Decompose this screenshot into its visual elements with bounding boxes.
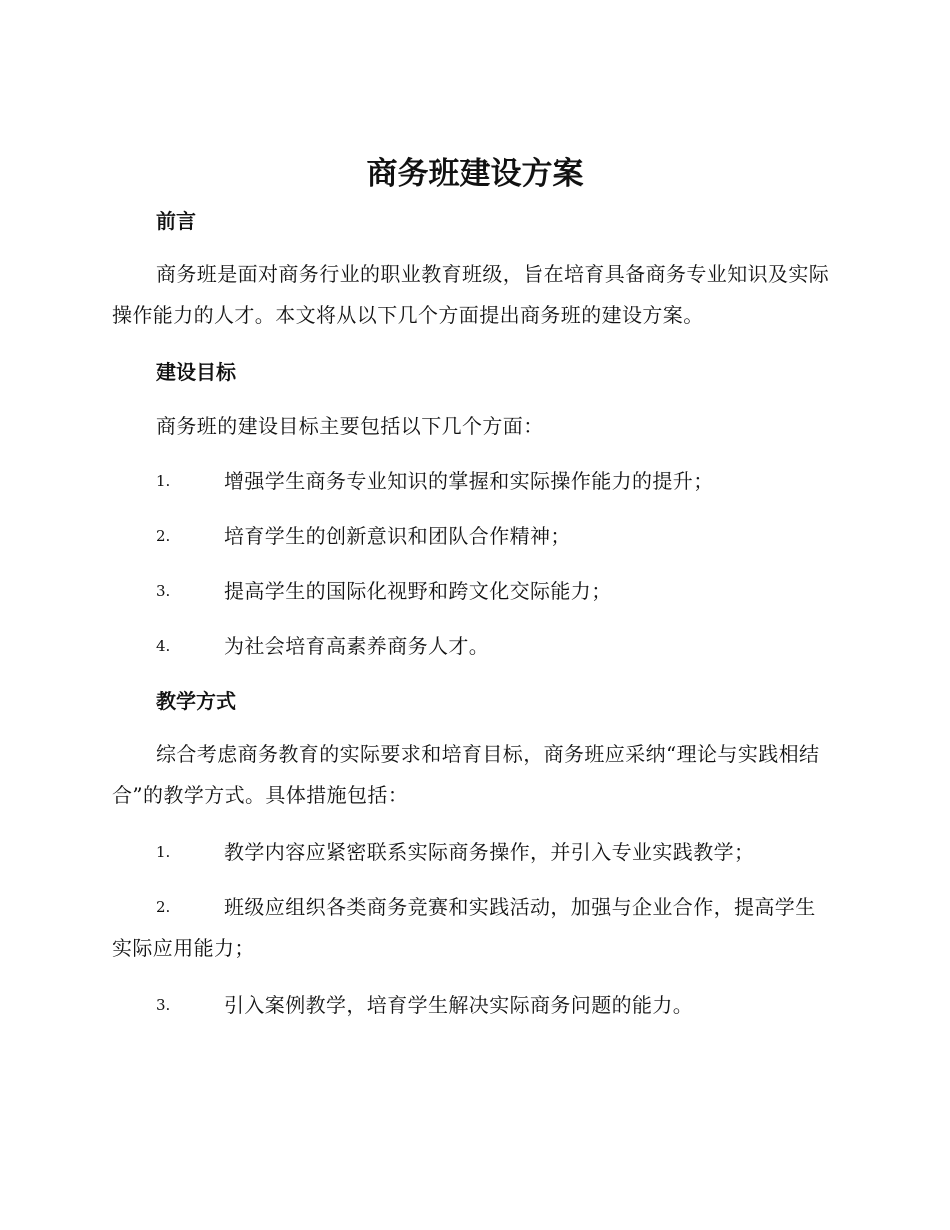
list-item-number: 2. <box>156 527 171 545</box>
teaching-list-item <box>112 985 832 1026</box>
teaching-paragraph: 综合考虑商务教育的实际要求和培育目标，商务班应采纳“理论与实践相结合”的教学方式。具体措施包括： <box>112 742 820 807</box>
list-item-text: 引入案例教学，培育学生解决实际商务问题的能力。 <box>224 993 694 1017</box>
goals-list-item <box>112 626 832 667</box>
list-item-number: 4. <box>156 637 171 655</box>
list-item-number: 3. <box>156 996 171 1014</box>
preface-paragraph: 商务班是面对商务行业的职业教育班级，旨在培育具备商务专业知识及实际操作能力的人才。本文将从以下几个方面提出商务班的建设方案。 <box>112 262 830 327</box>
list-item-text: 增强学生商务专业知识的掌握和实际操作能力的提升； <box>224 469 714 493</box>
section-heading-goals: 建设目标 <box>156 360 236 384</box>
list-item-text: 教学内容应紧密联系实际商务操作，并引入专业实践教学； <box>224 840 755 864</box>
goals-list-item <box>112 461 832 502</box>
goals-list-item <box>112 516 832 557</box>
goals-intro: 商务班的建设目标主要包括以下几个方面： <box>156 414 544 438</box>
section-heading-preface: 前言 <box>156 209 196 233</box>
list-item-number: 2. <box>156 898 171 916</box>
list-item-number: 1. <box>156 843 171 861</box>
list-item-text: 培育学生的创新意识和团队合作精神； <box>224 524 571 548</box>
list-item-number: 3. <box>156 582 171 600</box>
list-item-text: 提高学生的国际化视野和跨文化交际能力； <box>224 579 612 603</box>
document-title: 商务班建设方案 <box>366 156 584 192</box>
section-heading-teaching: 教学方式 <box>156 689 236 713</box>
list-item-text: 为社会培育高素养商务人才。 <box>224 634 490 658</box>
goals-list-item <box>112 571 832 612</box>
teaching-list-item <box>112 832 832 873</box>
teaching-list-item <box>112 887 832 969</box>
list-item-text: 班级应组织各类商务竞赛和实践活动，加强与企业合作，提高学生实际应用能力； <box>112 895 816 960</box>
list-item-number: 1. <box>156 472 171 490</box>
